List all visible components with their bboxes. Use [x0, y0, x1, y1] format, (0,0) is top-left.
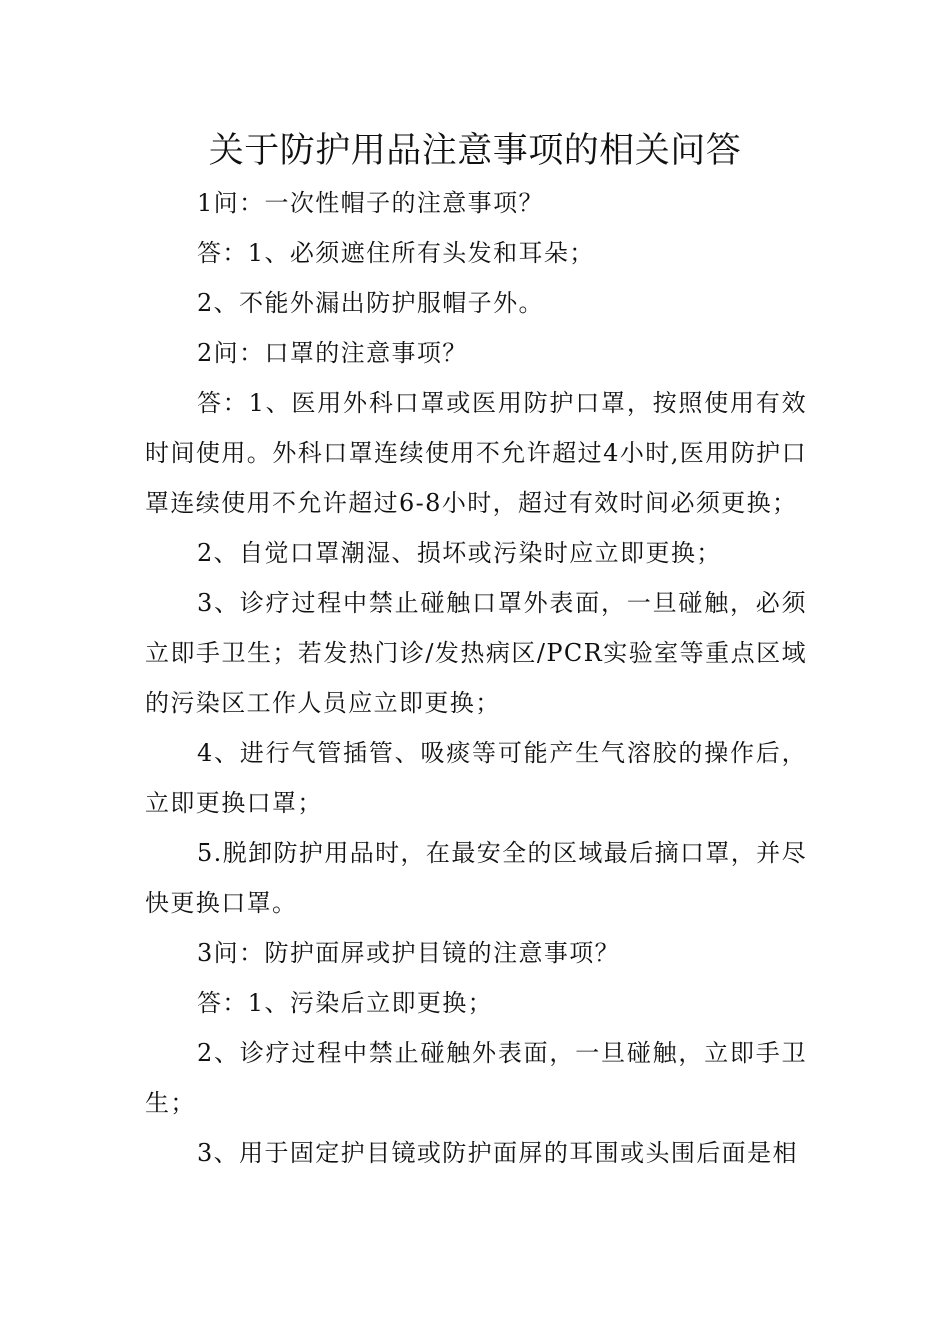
- document-title: 关于防护用品注意事项的相关问答: [208, 131, 742, 171]
- answer-3-item-1: 答：1、污染后立即更换；: [197, 989, 494, 1017]
- answer-3-item-3: 3、用于固定护目镜或防护面屏的耳围或头围后面是相: [197, 1139, 798, 1167]
- answer-2-item-1: 答：1、医用外科口罩或医用防护口罩，按照使用有效时间使用。外科口罩连续使用不允许超过4小时,医用防护口罩连续使用不允许超过6-8小时，超过有效时间必须更换；: [145, 389, 807, 517]
- question-2: 2问：口罩的注意事项？: [197, 339, 468, 367]
- answer-2-item-5: 5.脱卸防护用品时，在最安全的区域最后摘口罩，并尽快更换口罩。: [145, 839, 807, 917]
- document-body: [145, 178, 807, 1178]
- answer-2-item-4: 4、进行气管插管、吸痰等可能产生气溶胶的操作后，立即更换口罩；: [145, 739, 807, 817]
- question-3: 3问：防护面屏或护目镜的注意事项？: [197, 939, 621, 967]
- answer-3-item-2: 2、诊疗过程中禁止碰触外表面，一旦碰触，立即手卫生；: [145, 1039, 807, 1117]
- answer-2-item-3: 3、诊疗过程中禁止碰触口罩外表面，一旦碰触，必须立即手卫生；若发热门诊/发热病区/PCR实验室等重点区域的污染区工作人员应立即更换；: [145, 589, 807, 717]
- answer-2-item-2: 2、自觉口罩潮湿、损坏或污染时应立即更换；: [197, 539, 722, 567]
- question-1: 1问：一次性帽子的注意事项？: [197, 189, 544, 217]
- answer-1-item-2: 2、不能外漏出防护服帽子外。: [197, 289, 544, 317]
- answer-1-item-1: 答：1、必须遮住所有头发和耳朵；: [197, 239, 595, 267]
